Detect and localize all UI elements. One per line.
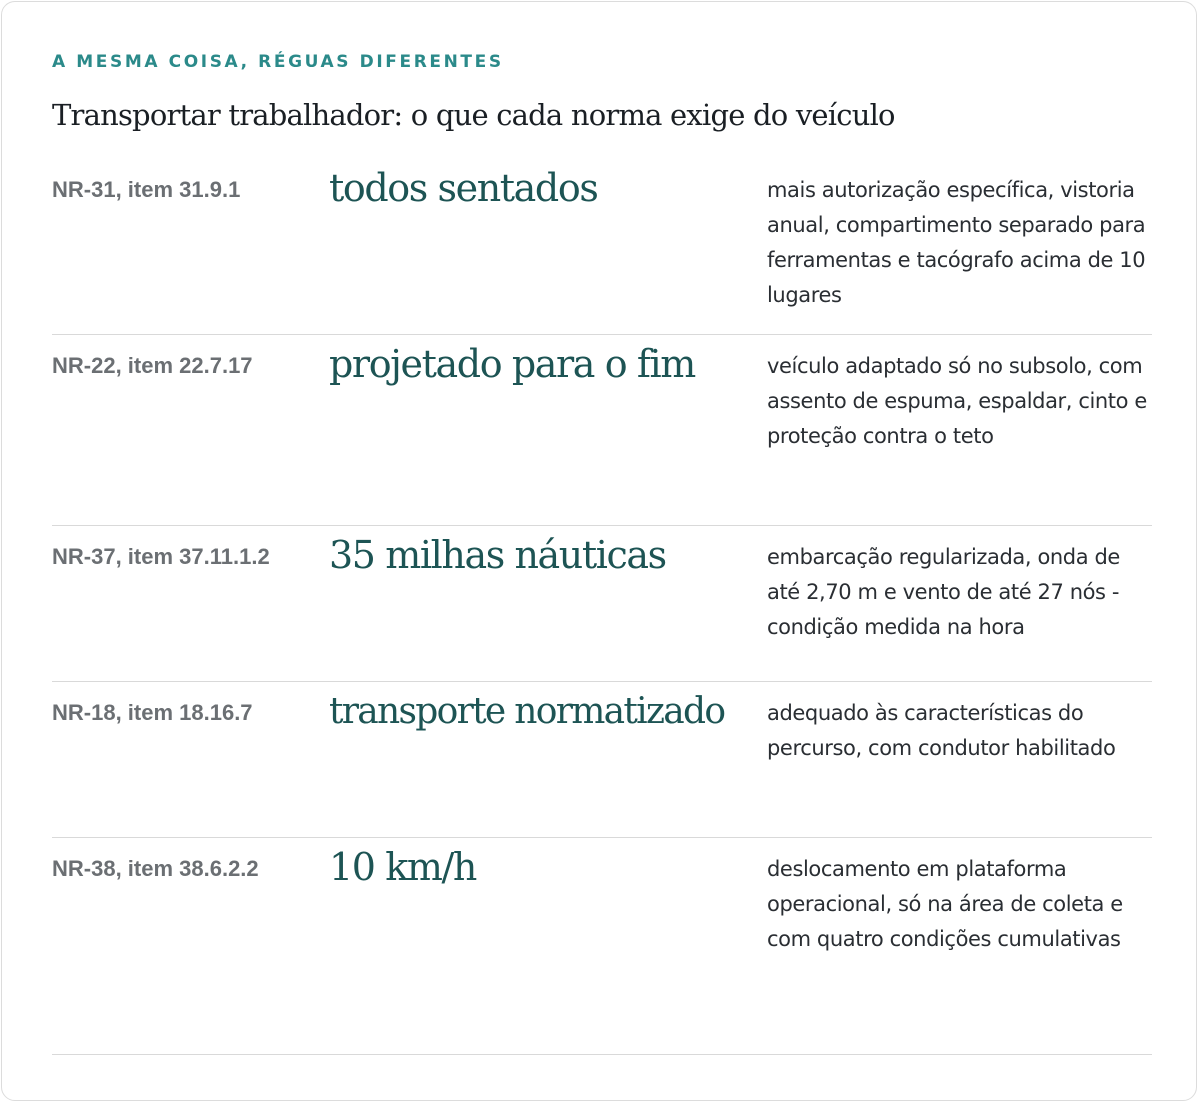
norm-requirement: todos sentados xyxy=(329,166,598,210)
norm-requirement: 10 km/h xyxy=(329,845,476,889)
eyebrow-label: A MESMA COISA, RÉGUAS DIFERENTES xyxy=(52,52,504,72)
norm-description: embarcação regularizada, onda de até 2,70 m e vento de até 27 nós - condição medida na hora xyxy=(767,545,1120,639)
norm-description: veículo adaptado só no subsolo, com assento de espuma, espaldar, cinto e proteção contra o teto xyxy=(767,354,1147,448)
norm-row xyxy=(52,838,1152,1055)
norm-reference: NR-38, item 38.6.2.2 xyxy=(52,856,259,881)
norm-row xyxy=(52,526,1152,682)
norm-description: adequado às características do percurso, com condutor habilitado xyxy=(767,701,1116,760)
card-title: Transportar trabalhador: o que cada norma exige do veículo xyxy=(52,98,895,132)
norm-description: mais autorização específica, vistoria anual, compartimento separado para ferramentas e tacógrafo acima de 10 lugares xyxy=(767,178,1146,307)
norm-row xyxy=(52,162,1152,335)
norm-reference: NR-22, item 22.7.17 xyxy=(52,353,253,378)
norm-reference: NR-37, item 37.11.1.2 xyxy=(52,544,270,569)
norm-description: deslocamento em plataforma operacional, só na área de coleta e com quatro condições cumulativas xyxy=(767,857,1123,951)
norm-reference: NR-18, item 18.16.7 xyxy=(52,700,253,725)
norm-requirement: transporte normatizado xyxy=(329,691,725,732)
norm-row xyxy=(52,682,1152,838)
norm-reference: NR-31, item 31.9.1 xyxy=(52,177,241,202)
norm-requirement: projetado para o fim xyxy=(329,342,695,386)
norms-card xyxy=(1,1,1197,1101)
norm-requirement: 35 milhas náuticas xyxy=(329,533,666,577)
norms-list xyxy=(52,162,1152,1055)
norm-row xyxy=(52,335,1152,526)
